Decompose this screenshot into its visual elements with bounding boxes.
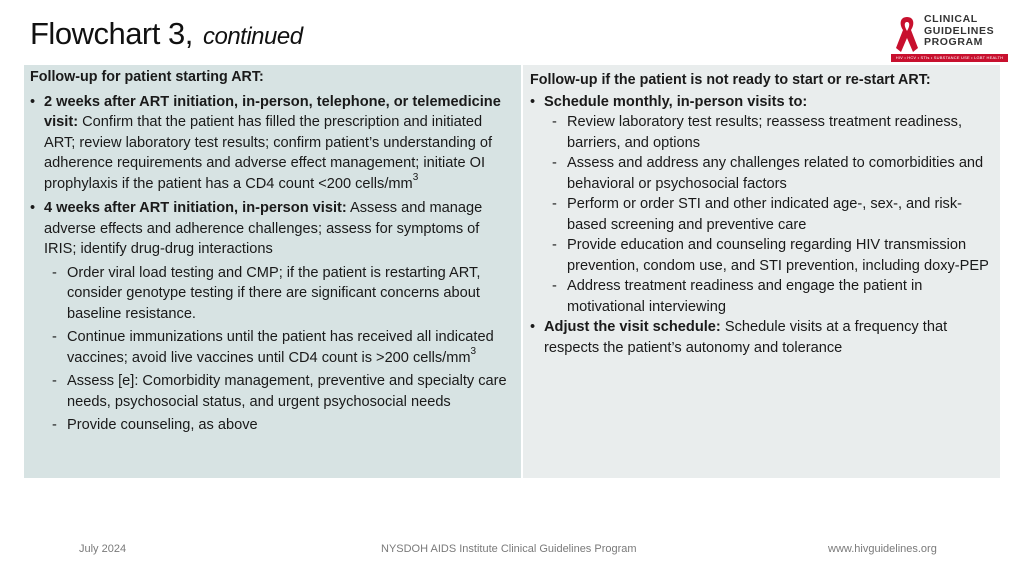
left-subitem-counseling xyxy=(30,415,515,436)
footer-date: July 2024 xyxy=(79,543,127,555)
right-item-monthly-visits xyxy=(530,92,994,113)
left-item-2-weeks xyxy=(30,92,515,195)
logo-line-1: CLINICAL xyxy=(924,13,978,25)
right-subitem-screening xyxy=(530,194,994,235)
subitem-text: Continue immunizations until the patient has received all indicated vaccines; avoid live vaccines until CD4 count is >200 cells/mm xyxy=(67,329,494,366)
left-panel-heading: Follow-up for patient starting ART: xyxy=(30,69,264,85)
right-subitem-education xyxy=(530,235,994,276)
logo-line-2: GUIDELINES xyxy=(924,24,995,37)
page-title xyxy=(30,16,303,52)
left-subitem-viral-load xyxy=(30,263,515,325)
superscript: 3 xyxy=(412,171,419,183)
right-panel-heading: Follow-up if the patient is not ready to start or re-start ART: xyxy=(530,72,931,88)
logo-line-3: PROGRAM xyxy=(924,36,984,48)
logo-tagline: HIV • HCV • STIs • SUBSTANCE USE • LGBT HEALTH xyxy=(891,54,1008,62)
right-subitem-readiness xyxy=(530,276,994,317)
dash-marker: - xyxy=(52,373,57,389)
bullet-marker: • xyxy=(530,93,536,110)
subitem-text: Review laboratory test results; reassess treatment readiness, barriers, and options xyxy=(567,114,963,151)
subitem-text: Assess and address any challenges related to comorbidities and behavioral or psychosocial factors xyxy=(567,155,984,192)
item-text: Assess and manage adverse effects and adherence challenges; assess for symptoms of IRIS; identify drug-drug interactions xyxy=(44,200,483,257)
dash-marker: - xyxy=(552,155,557,171)
superscript: 3 xyxy=(470,345,477,357)
right-subitem-comorbidities xyxy=(530,153,994,194)
bullet-marker: • xyxy=(530,319,536,335)
clinical-guidelines-logo xyxy=(891,14,1008,63)
right-subitem-review-labs xyxy=(530,112,994,153)
item-label: Schedule monthly, in-person visits to: xyxy=(544,93,808,110)
subitem-text: Address treatment readiness and engage the patient in motivational interviewing xyxy=(567,278,923,315)
left-subitem-immunizations xyxy=(30,327,515,368)
dash-marker: - xyxy=(52,417,57,433)
bullet-marker: • xyxy=(30,200,36,216)
logo-text xyxy=(924,14,994,49)
dash-marker: - xyxy=(52,264,57,281)
subitem-text: Provide counseling, as above xyxy=(67,417,258,433)
title-suffix: continued xyxy=(202,23,303,50)
subitem-text: Provide education and counseling regarding HIV transmission prevention, condom use, and STI prevention, including doxy-PEP xyxy=(567,237,989,274)
dash-marker: - xyxy=(552,278,557,294)
subitem-text: Perform or order STI and other indicated age-, sex-, and risk-based screening and preventive care xyxy=(567,196,963,233)
subitem-text: Order viral load testing and CMP; if the patient is restarting ART, consider genotype testing if there are significant concerns about baseline resistance. xyxy=(67,264,481,322)
item-label: 4 weeks after ART initiation, in-person visit: xyxy=(44,200,347,216)
title-main: Flowchart 3, xyxy=(30,16,193,51)
right-item-adjust-schedule xyxy=(530,317,994,358)
left-panel xyxy=(24,65,521,478)
left-subitem-assess xyxy=(30,371,515,412)
footer-program: NYSDOH AIDS Institute Clinical Guidelines Program xyxy=(381,543,637,555)
item-label: Adjust the visit schedule: xyxy=(544,319,721,335)
item-text: Confirm that the patient has filled the prescription and initiated ART; review laboratory test results; confirm patient’s understanding of adherence requirements and adverse effect management; initiate OI prophylaxis if the patient has a CD4 count <200 cells/mm xyxy=(44,114,493,192)
item-text: Schedule visits at a frequency that respects the patient’s autonomy and tolerance xyxy=(544,319,948,356)
footer-url: www.hivguidelines.org xyxy=(828,543,937,555)
item-label: 2 weeks after ART initiation, in-person, telephone, or telemedicine visit: xyxy=(44,93,501,130)
red-ribbon-icon xyxy=(894,14,920,54)
dash-marker: - xyxy=(552,114,557,130)
bullet-marker: • xyxy=(30,93,36,110)
left-item-4-weeks xyxy=(30,198,515,260)
dash-marker: - xyxy=(552,196,557,212)
right-panel xyxy=(523,65,1000,478)
subitem-text: Assess [e]: Comorbidity management, preventive and specialty care needs, psychosocial status, and urgent psychosocial needs xyxy=(67,373,507,410)
dash-marker: - xyxy=(552,237,557,253)
dash-marker: - xyxy=(52,329,57,345)
